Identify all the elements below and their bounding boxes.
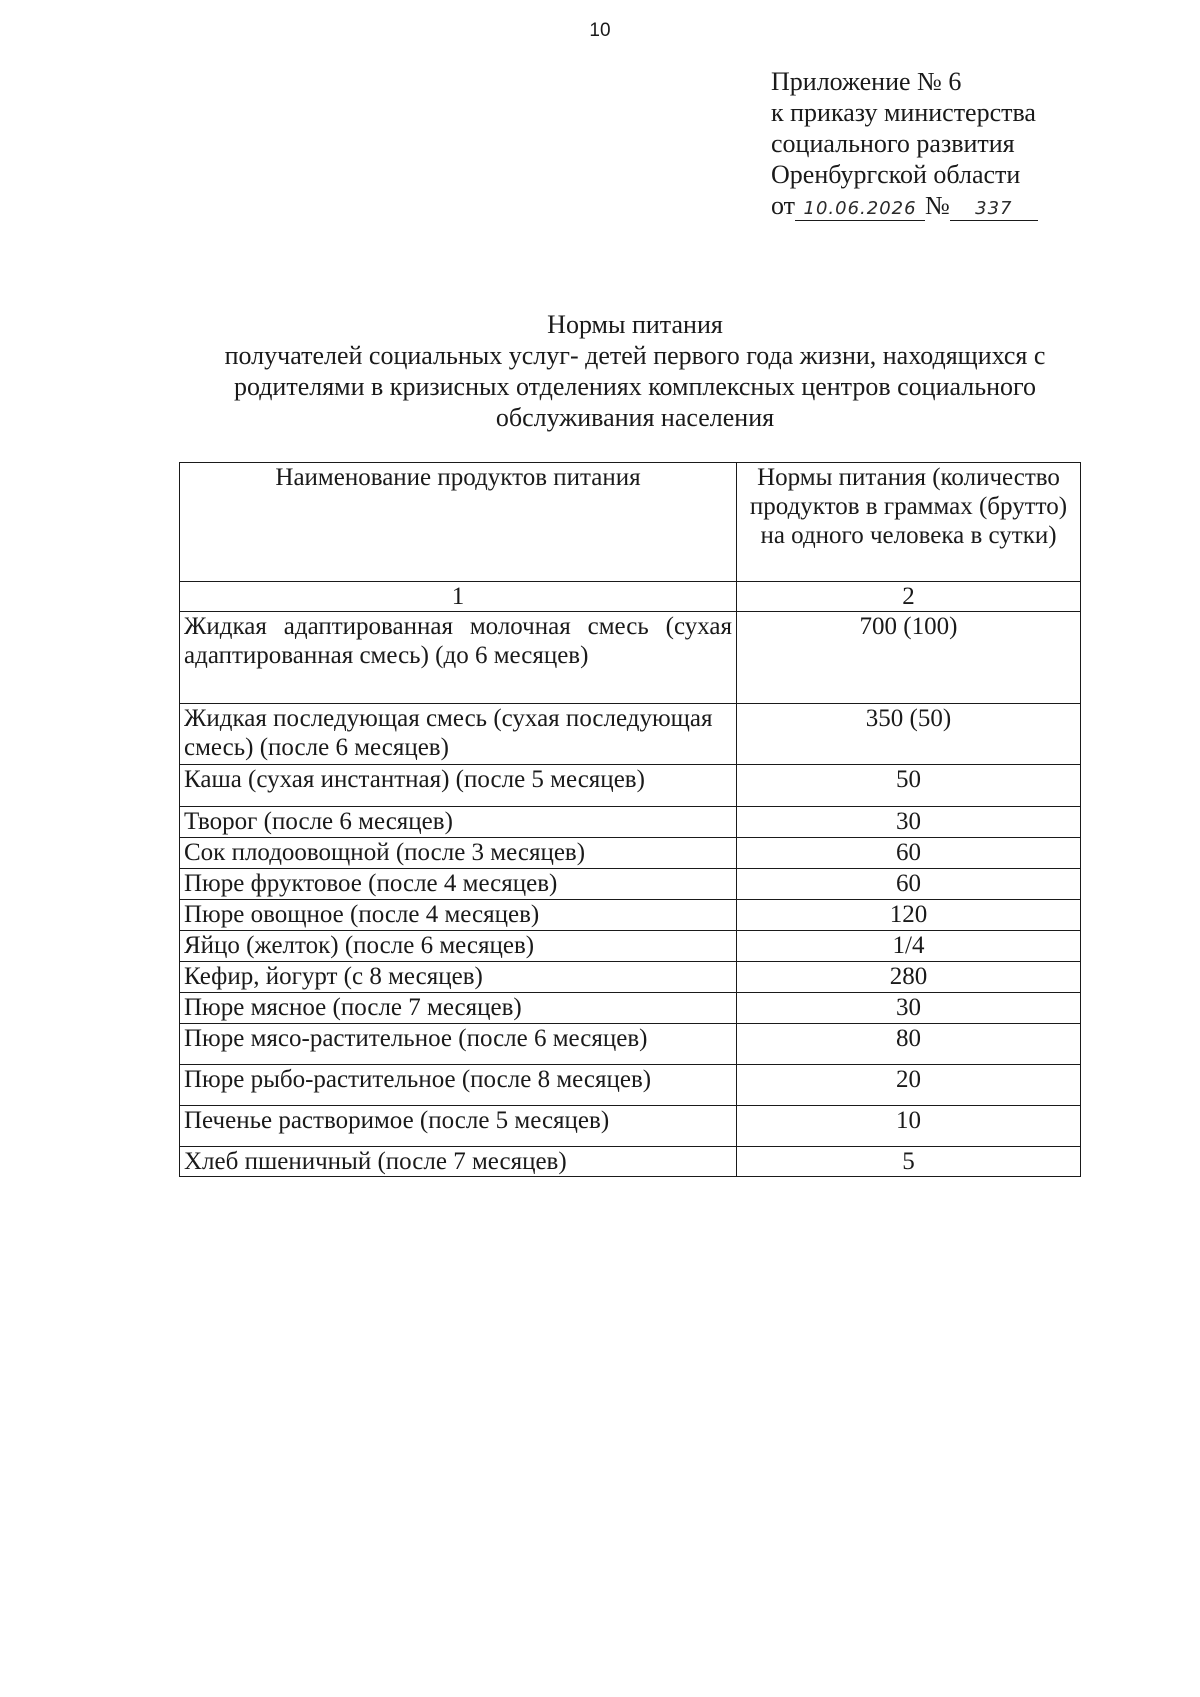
product-norm: 120 xyxy=(737,900,1081,931)
index-col-2: 2 xyxy=(737,582,1081,612)
appendix-header xyxy=(771,66,1038,221)
table-row xyxy=(180,993,1081,1024)
product-norm: 30 xyxy=(737,993,1081,1024)
product-norm: 60 xyxy=(737,838,1081,869)
product-name: Жидкая адаптированная молочная смесь (сухая адаптированная смесь) (до 6 месяцев) xyxy=(180,612,737,704)
product-norm: 80 xyxy=(737,1024,1081,1065)
number-label: № xyxy=(925,191,950,220)
title-line-4: обслуживания населения xyxy=(495,403,775,432)
table-row xyxy=(180,765,1081,807)
table-row xyxy=(180,1024,1081,1065)
table-index-row xyxy=(180,582,1081,612)
table-row xyxy=(180,869,1081,900)
handwritten-date: 10.06.2026 xyxy=(795,198,925,221)
title-line-2: получателей социальных услуг- детей первого года жизни, находящихся с xyxy=(224,341,1046,370)
table-row xyxy=(180,900,1081,931)
product-name: Пюре мясное (после 7 месяцев) xyxy=(180,993,737,1024)
product-name: Кефир, йогурт (с 8 месяцев) xyxy=(180,962,737,993)
product-norm: 50 xyxy=(737,765,1081,807)
appendix-title: Приложение № 6 xyxy=(771,67,962,96)
header-norm: Нормы питания (количество продуктов в граммах (брутто) на одного человека в сутки) xyxy=(737,463,1081,582)
from-label: от xyxy=(771,191,796,220)
table-row xyxy=(180,704,1081,765)
header-product-name: Наименование продуктов питания xyxy=(180,463,737,582)
product-norm: 350 (50) xyxy=(737,704,1081,765)
product-name: Творог (после 6 месяцев) xyxy=(180,807,737,838)
table-row xyxy=(180,612,1081,704)
product-norm: 20 xyxy=(737,1065,1081,1106)
product-norm: 10 xyxy=(737,1106,1081,1147)
index-col-1: 1 xyxy=(180,582,737,612)
nutrition-norms-table xyxy=(179,462,1081,1177)
table-row xyxy=(180,1065,1081,1106)
product-norm: 5 xyxy=(737,1147,1081,1177)
title-line-1: Нормы питания xyxy=(547,310,723,339)
document-title xyxy=(150,309,1120,433)
product-norm: 700 (100) xyxy=(737,612,1081,704)
product-name: Каша (сухая инстантная) (после 5 месяцев) xyxy=(180,765,737,807)
table-row xyxy=(180,838,1081,869)
appendix-order-line: к приказу министерства xyxy=(771,98,1036,127)
table-header-row xyxy=(180,463,1081,582)
product-name: Печенье растворимое (после 5 месяцев) xyxy=(180,1106,737,1147)
table-row xyxy=(180,962,1081,993)
table-row xyxy=(180,931,1081,962)
title-line-3: родителями в кризисных отделениях комплексных центров социального xyxy=(233,372,1037,401)
product-name: Яйцо (желток) (после 6 месяцев) xyxy=(180,931,737,962)
appendix-region-line: Оренбургской области xyxy=(771,160,1021,189)
product-name: Жидкая последующая смесь (сухая последующая смесь) (после 6 месяцев) xyxy=(180,704,737,765)
product-norm: 30 xyxy=(737,807,1081,838)
product-norm: 280 xyxy=(737,962,1081,993)
handwritten-number: 337 xyxy=(950,198,1038,221)
table-row xyxy=(180,1147,1081,1177)
appendix-ministry-line: социального развития xyxy=(771,129,1015,158)
product-name: Пюре рыбо-растительное (после 8 месяцев) xyxy=(180,1065,737,1106)
product-norm: 1/4 xyxy=(737,931,1081,962)
product-name: Сок плодоовощной (после 3 месяцев) xyxy=(180,838,737,869)
page-number: 10 xyxy=(589,20,611,41)
table-row xyxy=(180,807,1081,838)
appendix-date-number-line xyxy=(771,190,1038,221)
product-name: Пюре фруктовое (после 4 месяцев) xyxy=(180,869,737,900)
product-name: Пюре мясо-растительное (после 6 месяцев) xyxy=(180,1024,737,1065)
product-name: Пюре овощное (после 4 месяцев) xyxy=(180,900,737,931)
product-norm: 60 xyxy=(737,869,1081,900)
product-name: Хлеб пшеничный (после 7 месяцев) xyxy=(180,1147,737,1177)
table-row xyxy=(180,1106,1081,1147)
